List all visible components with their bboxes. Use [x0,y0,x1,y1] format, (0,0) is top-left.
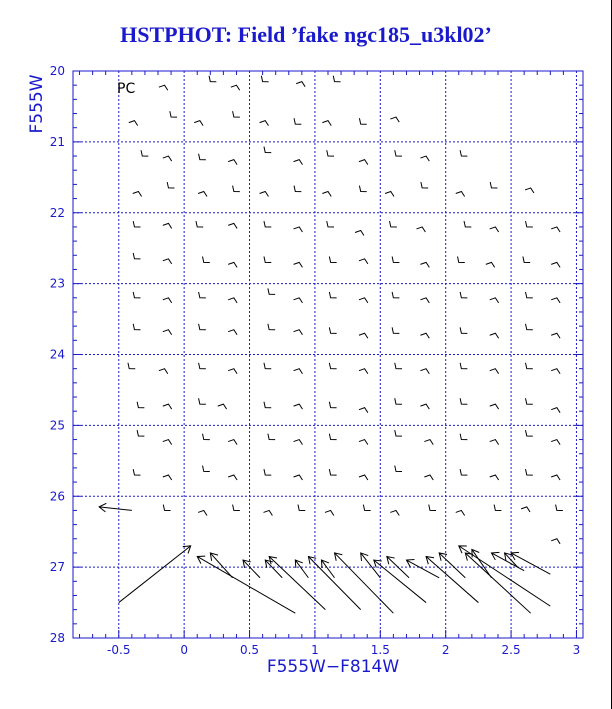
small-shift-marker [490,475,499,480]
small-shift-marker [137,402,144,408]
small-shift-marker [209,76,216,82]
small-shift-marker [159,85,168,90]
small-shift-marker [359,369,368,374]
small-shift-marker [228,160,237,165]
small-shift-marker [228,298,237,303]
small-shift-marker [294,369,303,374]
small-shift-marker [526,430,533,436]
small-shift-marker [199,363,206,369]
small-shift-marker [133,221,140,227]
small-shift-marker [526,363,533,369]
small-shift-marker [420,298,429,303]
small-shift-marker [486,262,495,267]
small-shift-marker [490,333,499,338]
small-shift-marker [268,324,275,330]
small-shift-marker [392,256,399,262]
small-shift-marker [359,259,368,264]
small-shift-marker [494,505,501,511]
small-shift-marker [359,118,366,124]
small-shift-marker [523,256,530,262]
small-shift-marker [294,186,301,192]
shift-arrow-line [511,553,550,574]
small-shift-marker [556,505,563,511]
small-shift-marker [456,510,465,515]
small-shift-marker [129,121,138,126]
small-shift-marker [392,292,399,298]
shift-arrow-line [426,556,478,602]
small-shift-marker [268,288,275,294]
small-shift-marker [421,182,428,188]
small-shift-marker [526,324,533,330]
shift-arrow-line [119,546,191,603]
small-shift-marker [460,292,467,298]
small-shift-marker [261,76,268,82]
shift-arrow-line [465,553,530,613]
small-shift-marker [260,121,269,126]
small-shift-marker [268,434,275,440]
small-shift-marker [159,369,168,374]
small-shift-marker [460,398,467,404]
small-shift-marker [526,469,533,475]
small-shift-marker [385,191,394,196]
small-shift-marker [233,505,240,511]
small-shift-marker [424,475,433,480]
small-shift-marker [392,327,399,333]
small-shift-marker [327,150,334,156]
small-shift-marker [329,402,336,408]
small-shift-marker [355,230,364,235]
small-shift-marker [551,475,560,480]
small-shift-marker [137,430,144,436]
small-shift-marker [458,256,465,262]
y-tick-label: 26 [49,489,65,504]
x-axis-title: F555W−F814W [266,657,400,677]
small-shift-marker [228,330,237,335]
small-shift-marker [424,440,433,445]
x-tick-label: 1 [311,643,319,657]
small-shift-marker [203,434,210,440]
small-shift-marker [460,469,467,475]
small-shift-marker [294,160,303,165]
small-shift-marker [460,327,467,333]
small-shift-marker [163,330,172,335]
small-shift-marker [359,475,368,480]
small-shift-marker [327,221,334,227]
small-shift-marker [460,150,467,156]
small-shift-marker [133,191,142,196]
small-shift-marker [163,156,172,161]
small-shift-marker [170,111,177,117]
x-tick-label: -0.5 [107,643,131,657]
shift-arrow-line [197,556,295,613]
small-shift-marker [359,333,368,338]
small-shift-marker [359,440,368,445]
x-tick-label: 2 [441,643,450,657]
small-shift-marker [294,298,303,303]
small-shift-marker [395,363,402,369]
shift-arrow-line [210,553,232,578]
small-shift-marker [203,256,210,262]
y-tick-label: 22 [49,205,65,220]
small-shift-marker [464,221,471,227]
small-shift-marker [490,369,499,374]
small-shift-marker [233,186,240,192]
small-shift-marker [417,227,426,232]
arrow-layer [99,76,563,613]
small-shift-marker [163,475,172,480]
small-shift-marker [198,510,207,515]
shift-arrow-line [491,553,524,571]
y-tick-label: 28 [49,631,65,645]
small-shift-marker [264,221,271,227]
shift-arrow-line [99,507,132,511]
small-shift-marker [194,121,203,126]
small-shift-marker [420,156,429,161]
small-shift-marker [329,469,336,475]
small-shift-marker [133,324,140,330]
small-shift-marker [198,191,207,196]
small-shift-marker [163,298,172,303]
small-shift-marker [420,262,429,267]
shift-arrow-line [406,560,439,578]
y-tick-label: 21 [49,134,65,149]
small-shift-marker [490,298,499,303]
small-shift-marker [526,221,533,227]
small-shift-marker [199,154,206,160]
small-shift-marker [420,369,429,374]
small-shift-marker [333,76,340,82]
small-shift-marker [199,292,206,298]
small-shift-marker [551,298,560,303]
small-shift-marker [228,369,237,374]
small-shift-marker [218,404,227,409]
small-shift-marker [133,469,140,475]
small-shift-marker [231,85,240,90]
small-shift-marker [395,430,402,436]
chart-title: HSTPHOT: Field ’fake ngc185_u3kl02’ [120,22,492,47]
small-shift-marker [551,539,560,544]
small-shift-marker [163,440,172,445]
small-shift-marker [294,118,301,124]
y-tick-label: 23 [49,276,65,291]
shift-arrow-line [335,553,394,613]
small-shift-marker [329,434,336,440]
small-shift-marker [163,259,172,264]
small-shift-marker [359,186,366,192]
small-shift-marker [163,505,170,511]
small-shift-marker [228,262,237,267]
small-shift-marker [264,510,273,515]
small-shift-marker [294,440,303,445]
small-shift-marker [551,227,560,232]
small-shift-marker [329,363,336,369]
small-shift-marker [203,466,210,472]
x-tick-label: 0 [180,643,188,657]
small-shift-marker [296,82,305,87]
small-shift-marker [390,221,397,227]
y-tick-label: 20 [49,64,65,78]
x-tick-label: 1.5 [370,643,390,657]
small-shift-marker [525,188,534,193]
small-shift-marker [390,510,399,515]
small-shift-marker [264,402,271,408]
field-annotation-pc: PC [117,81,136,97]
small-shift-marker [260,191,269,196]
small-shift-marker [199,324,206,330]
y-tick-label: 27 [49,560,65,575]
small-shift-marker [128,363,135,369]
small-shift-marker [526,398,533,404]
small-shift-marker [359,298,368,303]
small-shift-marker [490,227,499,232]
small-shift-marker [420,333,429,338]
small-shift-marker [420,404,429,409]
small-shift-marker [264,147,271,153]
small-shift-marker [390,117,399,122]
tick-layer [50,64,583,657]
small-shift-marker [551,408,560,413]
small-shift-marker [228,475,237,480]
small-shift-marker [460,434,467,440]
shift-arrow-line [472,549,492,577]
small-shift-marker [264,469,271,475]
shift-arrow-line [243,560,260,578]
small-shift-marker [363,505,370,511]
shift-arrow-line [265,560,282,578]
small-shift-marker [329,292,336,298]
shift-arrow-line [439,553,465,578]
small-shift-marker [322,121,331,126]
small-shift-marker [163,223,172,228]
small-shift-marker [228,440,237,445]
small-shift-marker [141,150,148,156]
small-shift-marker [551,440,560,445]
small-shift-marker [199,398,206,404]
small-shift-marker [429,505,436,511]
small-shift-marker [294,262,303,267]
small-shift-marker [298,505,305,511]
small-shift-marker [460,363,467,369]
small-shift-marker [395,150,402,156]
small-shift-marker [551,333,560,338]
small-shift-marker [359,160,368,165]
small-shift-marker [264,363,271,369]
small-shift-marker [490,404,499,409]
small-shift-marker [196,221,203,227]
small-shift-marker [163,404,172,409]
small-shift-marker [329,327,336,333]
small-shift-marker [294,330,303,335]
small-shift-marker [325,510,334,515]
small-shift-marker [264,256,271,262]
shift-arrow-line [269,556,325,609]
small-shift-marker [551,369,560,374]
x-tick-label: 0.5 [239,643,260,657]
small-shift-marker [133,253,140,259]
small-shift-marker [228,223,237,228]
shift-arrow-line [361,553,381,578]
x-tick-label: 3 [572,643,581,657]
y-axis-title: F555W [27,74,47,134]
small-shift-marker [322,191,331,196]
small-shift-marker [294,475,303,480]
small-shift-marker [490,440,499,445]
small-shift-marker [359,408,368,413]
small-shift-marker [490,182,497,188]
small-shift-marker [294,227,303,232]
small-shift-marker [456,191,465,196]
small-shift-marker [167,182,174,188]
small-shift-marker [521,507,530,512]
y-tick-label: 25 [49,418,65,433]
small-shift-marker [233,111,240,117]
small-shift-marker [526,292,533,298]
small-shift-marker [329,256,336,262]
small-shift-marker [133,292,140,298]
small-shift-marker [294,404,303,409]
small-shift-marker [551,262,560,267]
y-tick-label: 24 [49,347,65,362]
small-shift-marker [395,398,402,404]
x-tick-label: 2.5 [501,643,521,657]
small-shift-marker [395,466,402,472]
